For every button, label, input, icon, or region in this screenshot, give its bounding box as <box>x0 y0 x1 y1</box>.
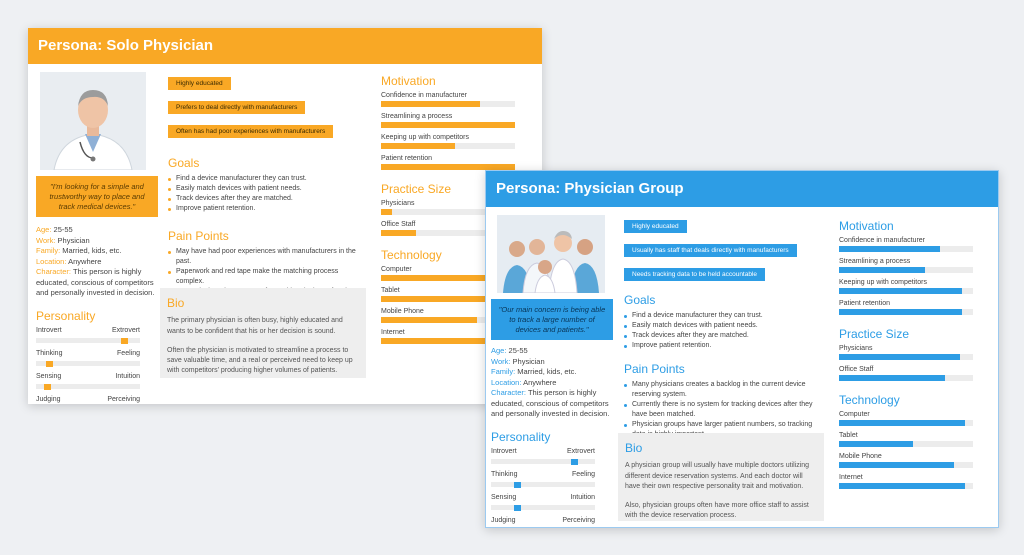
fact-family: Family: Married, kids, etc. <box>491 367 577 377</box>
bar-label: Keeping up with competitors <box>839 279 927 286</box>
bar-track <box>839 354 973 360</box>
motivation-heading: Motivation <box>839 219 894 233</box>
doctor-illustration <box>40 72 146 170</box>
trait-marker <box>571 459 578 465</box>
persona-quote: "Our main concern is being able to track a large number of devices and patients." <box>491 299 613 340</box>
bar-label: Tablet <box>839 432 858 439</box>
trait-left-label: Introvert <box>36 326 62 334</box>
trait-left-label: Sensing <box>491 493 517 501</box>
bar-row <box>381 92 531 107</box>
bar-label: Streamlining a process <box>839 258 911 265</box>
tag-list <box>624 215 820 287</box>
bar-label: Mobile Phone <box>381 308 424 315</box>
list-item: Find a device manufacturer they can trust. <box>624 311 820 321</box>
bar-row <box>839 411 989 426</box>
fact-character: Character: This person is highly educated, conscious of competitors and personally invested in decision. <box>491 388 610 419</box>
bar-track <box>839 375 973 381</box>
bar-track <box>839 483 973 489</box>
bar-label: Confidence in manufacturer <box>381 92 467 99</box>
goals-heading: Goals <box>624 293 656 307</box>
list-item: May have had poor experiences with manufacturers in the past. <box>168 247 364 267</box>
bar-fill <box>381 317 477 323</box>
bar-row <box>839 432 989 447</box>
trait-right-label: Feeling <box>117 349 140 357</box>
bar-label: Tablet <box>381 287 400 294</box>
fact-age: Age: 25-55 <box>491 346 528 356</box>
bar-row <box>839 453 989 468</box>
bar-track <box>381 143 515 149</box>
fact-work: Work: Physician <box>491 356 545 366</box>
bar-label: Patient retention <box>381 155 432 162</box>
trait-right-label: Perceiving <box>562 516 595 524</box>
bar-label: Confidence in manufacturer <box>839 237 925 244</box>
bar-fill <box>839 354 960 360</box>
personality-list <box>491 448 617 528</box>
trait-marker <box>121 338 128 344</box>
tag-list <box>168 72 364 144</box>
list-item: Improve patient retention. <box>168 204 364 214</box>
bar-fill <box>381 101 480 107</box>
pain-points-heading: Pain Points <box>168 228 229 243</box>
personality-trait-row <box>36 373 140 396</box>
trait-marker <box>46 361 53 367</box>
bar-track <box>839 246 973 252</box>
trait-marker <box>44 384 51 390</box>
list-item: Currently there is no system for tracking devices after they have been matched. <box>624 400 820 420</box>
bar-fill <box>839 420 965 426</box>
trait-track <box>491 505 595 510</box>
trait-right-label: Feeling <box>572 470 595 478</box>
bar-fill <box>381 143 455 149</box>
bar-track <box>839 267 973 273</box>
bio-heading: Bio <box>167 296 185 310</box>
bar-fill <box>381 122 515 128</box>
bar-label: Physicians <box>381 200 415 207</box>
personality-list <box>36 327 162 404</box>
trait-left-label: Thinking <box>36 349 63 357</box>
bio-heading: Bio <box>625 441 643 455</box>
trait-left-label: Thinking <box>491 470 518 478</box>
list-item: Easily match devices with patient needs. <box>624 321 820 331</box>
bar-row <box>839 366 989 381</box>
persona-card-physician-group <box>485 170 999 528</box>
trait-marker <box>514 482 521 488</box>
bar-fill <box>839 462 954 468</box>
bar-fill <box>839 483 965 489</box>
personality-trait-row <box>491 517 595 528</box>
bar-fill <box>839 267 925 273</box>
tag-badge: Needs tracking data to be held accountable <box>624 268 765 281</box>
physician-photo <box>40 72 146 170</box>
technology-bars <box>839 411 989 489</box>
fact-family: Family: Married, kids, etc. <box>36 246 122 256</box>
bar-row <box>381 113 531 128</box>
trait-left-label: Introvert <box>491 447 517 455</box>
trait-track <box>36 384 140 389</box>
persona-quote: "I'm looking for a simple and trustworthy way to place and track medical devices." <box>36 176 158 217</box>
personality-trait-row <box>491 494 595 517</box>
bar-fill <box>839 246 940 252</box>
bar-label: Mobile Phone <box>839 453 882 460</box>
trait-right-label: Extrovert <box>566 447 595 455</box>
tag-badge: Highly educated <box>624 220 687 233</box>
bar-fill <box>839 309 962 315</box>
bar-track <box>839 309 973 315</box>
trait-left-label: Judging <box>491 516 516 524</box>
list-item: Many physicians creates a backlog in the current device reserving system. <box>624 380 820 400</box>
pain-points-heading: Pain Points <box>624 361 685 376</box>
goals-heading: Goals <box>168 156 200 170</box>
personality-heading: Personality <box>36 308 96 323</box>
list-item: Easily match devices with patient needs. <box>168 184 364 194</box>
bar-track <box>381 122 515 128</box>
goals-list <box>168 174 364 215</box>
motivation-bars <box>839 237 989 315</box>
tag-badge: Usually has staff that deals directly with manufacturers <box>624 244 797 257</box>
persona-title: Persona: Physician Group <box>486 171 998 207</box>
bar-track <box>839 441 973 447</box>
personality-trait-row <box>36 350 140 373</box>
fact-location: Location: Anywhere <box>36 256 102 266</box>
persona-card-solo-physician <box>28 28 542 404</box>
motivation-bars <box>381 92 531 170</box>
tag-badge: Prefers to deal directly with manufacturers <box>168 101 305 114</box>
fact-work: Work: Physician <box>36 235 90 245</box>
list-item: Find a device manufacturer they can trust. <box>168 174 364 184</box>
bar-row <box>839 300 989 315</box>
bar-label: Keeping up with competitors <box>381 134 469 141</box>
bio-paragraph: Often the physician is motivated to streamline a process to save valuable time, and a real or perceived need to keep up with competitors' producing higher volumes of patients. <box>167 346 353 374</box>
doctors-group-illustration <box>497 215 605 293</box>
personality-trait-row <box>36 327 140 350</box>
bar-row <box>839 345 989 360</box>
bar-row <box>839 279 989 294</box>
trait-track <box>491 482 595 487</box>
bar-row <box>381 155 531 170</box>
list-item: Track devices after they are matched. <box>168 194 364 204</box>
bar-row <box>839 474 989 489</box>
bar-label: Streamlining a process <box>381 113 453 120</box>
fact-location: Location: Anywhere <box>491 377 557 387</box>
practice-size-heading: Practice Size <box>839 327 910 341</box>
bar-label: Physicians <box>839 345 873 352</box>
goals-list <box>624 311 820 352</box>
bio-paragraph: Also, physician groups often have more office staff to assist with the device reservation process. <box>625 501 809 519</box>
practice-size-bars <box>839 345 989 381</box>
bar-fill <box>839 441 913 447</box>
bio-paragraph: A physician group will usually have multiple doctors utilizing different device reservation systems. And each doctor will have their own respective personality trait and motivation. <box>625 462 810 490</box>
bar-label: Office Staff <box>839 366 874 373</box>
bar-track <box>839 420 973 426</box>
pain-points-list <box>624 380 820 441</box>
bar-label: Computer <box>381 266 412 273</box>
trait-right-label: Extrovert <box>111 326 140 334</box>
technology-heading: Technology <box>839 393 900 407</box>
list-item: Track devices after they are matched. <box>624 331 820 341</box>
technology-heading: Technology <box>381 248 442 262</box>
practice-size-heading: Practice Size <box>381 182 452 196</box>
bio-box <box>160 288 366 378</box>
bar-label: Office Staff <box>381 221 416 228</box>
motivation-heading: Motivation <box>381 74 436 88</box>
trait-track <box>491 459 595 464</box>
bar-row <box>839 237 989 252</box>
trait-left-label: Judging <box>36 395 61 403</box>
tag-badge: Often has had poor experiences with manufacturers <box>168 125 333 138</box>
fact-character: Character: This person is highly educated, conscious of competitors and personally invested in decision. <box>36 267 155 298</box>
list-item: Physician groups have larger patient numbers, so tracking <box>624 420 820 440</box>
persona-facts <box>491 346 617 420</box>
bar-fill <box>381 230 416 236</box>
bar-track <box>839 288 973 294</box>
bar-fill <box>839 375 945 381</box>
trait-marker <box>514 505 521 511</box>
bio-box <box>618 433 824 521</box>
bar-row <box>381 134 531 149</box>
bar-label: Internet <box>381 329 405 336</box>
bar-row <box>839 258 989 273</box>
bar-track <box>839 462 973 468</box>
bar-label: Internet <box>839 474 863 481</box>
bio-paragraph: The primary physician is often busy, highly educated and wants to be confident that his or her decision is sound. <box>167 317 343 335</box>
personality-heading: Personality <box>491 429 551 444</box>
persona-facts <box>36 225 162 299</box>
bar-track <box>381 101 515 107</box>
trait-right-label: Intuition <box>570 493 595 501</box>
fact-age: Age: 25-55 <box>36 225 73 235</box>
list-item: Improve patient retention. <box>624 341 820 351</box>
personality-trait-row <box>491 448 595 471</box>
physician-group-photo <box>497 215 605 293</box>
personality-trait-row <box>36 396 140 404</box>
bar-label: Computer <box>839 411 870 418</box>
personality-trait-row <box>491 471 595 494</box>
bar-fill <box>839 288 962 294</box>
trait-right-label: Perceiving <box>107 395 140 403</box>
persona-title: Persona: Solo Physician <box>28 28 542 64</box>
bar-fill <box>381 209 392 215</box>
trait-left-label: Sensing <box>36 372 62 380</box>
list-item: Paperwork and red tape make the matching process complex. <box>168 267 364 287</box>
tag-badge: Highly educated <box>168 77 231 90</box>
trait-right-label: Intuition <box>115 372 140 380</box>
bar-label: Patient retention <box>839 300 890 307</box>
